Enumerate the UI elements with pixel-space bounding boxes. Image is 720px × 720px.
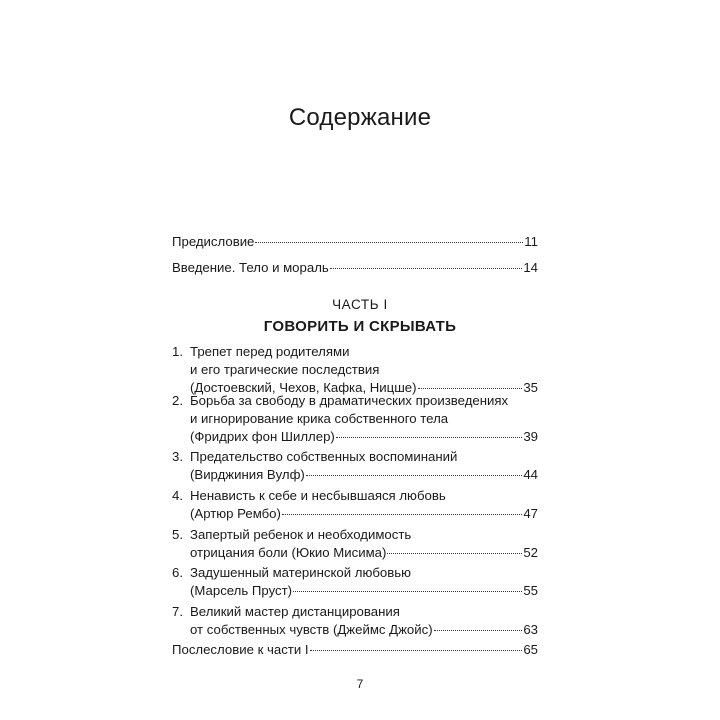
table-of-contents: [172, 0, 538, 720]
toc-entry-chapter-4[interactable]: [172, 487, 538, 523]
toc-entry-page: 55: [523, 583, 538, 598]
chapter-number: 2.: [172, 393, 183, 408]
toc-entry-page: 65: [523, 642, 538, 657]
toc-entry-page: 52: [523, 545, 538, 560]
dot-leader: [310, 638, 523, 651]
toc-entry-chapter-6[interactable]: [172, 564, 538, 600]
chapter-title-line: Трепет перед родителями: [190, 344, 350, 359]
chapter-number: 3.: [172, 449, 183, 464]
toc-entry-introduction[interactable]: [172, 259, 538, 277]
chapter-title-line: (Фридрих фон Шиллер): [190, 429, 335, 444]
chapter-title-line: (Вирджиния Вулф): [190, 467, 305, 482]
dot-leader: [387, 541, 522, 554]
chapter-title-line: Ненависть к себе и несбывшаяся любовь: [190, 488, 446, 503]
toc-entry-title: Предисловие: [172, 234, 255, 249]
dot-leader: [330, 256, 523, 269]
dot-leader: [336, 425, 523, 438]
chapter-title-line: отрицания боли (Юкио Мисима): [190, 545, 387, 560]
dot-leader: [255, 230, 523, 243]
part-label: ЧАСТЬ I: [332, 297, 388, 312]
chapter-title-line: Великий мастер дистанцирования: [190, 604, 400, 619]
dot-leader: [418, 376, 523, 389]
dot-leader: [306, 463, 523, 476]
toc-entry-title: Послесловие к части I: [172, 642, 309, 657]
chapter-title-line: и его трагические последствия: [190, 362, 380, 377]
toc-entry-chapter-2[interactable]: [172, 392, 538, 446]
toc-entry-preface[interactable]: [172, 233, 538, 251]
dot-leader: [282, 502, 522, 515]
dot-leader: [434, 618, 523, 631]
page-number: 7: [356, 677, 364, 691]
chapter-number: 5.: [172, 527, 183, 542]
chapter-title-line: и игнорирование крика собственного тела: [190, 411, 449, 426]
chapter-title-line: Задушенный материнской любовью: [190, 565, 412, 580]
chapter-title-line: Предательство собственных воспоминаний: [190, 449, 458, 464]
page-title: Содержание: [288, 104, 432, 131]
toc-entry-page: 47: [523, 506, 538, 521]
toc-entry-chapter-5[interactable]: [172, 526, 538, 562]
toc-entry-afterword[interactable]: [172, 641, 538, 659]
toc-entry-chapter-1[interactable]: [172, 343, 538, 397]
toc-entry-page: 35: [523, 380, 538, 395]
dot-leader: [293, 579, 522, 592]
chapter-title-line: Запертый ребенок и необходимость: [190, 527, 412, 542]
chapter-title-line: от собственных чувств (Джеймс Джойс): [190, 622, 433, 637]
toc-entry-page: 63: [523, 622, 538, 637]
chapter-title-line: (Артюр Рембо): [190, 506, 281, 521]
toc-entry-chapter-3[interactable]: [172, 448, 538, 484]
toc-entry-page: 14: [523, 260, 538, 275]
chapter-number: 4.: [172, 488, 183, 503]
chapter-number: 7.: [172, 604, 183, 619]
toc-entry-page: 44: [523, 467, 538, 482]
chapter-number: 1.: [172, 344, 183, 359]
part-title: ГОВОРИТЬ И СКРЫВАТЬ: [263, 318, 457, 335]
chapter-number: 6.: [172, 565, 183, 580]
toc-entry-title: Введение. Тело и мораль: [172, 260, 329, 275]
chapter-title-line: (Достоевский, Чехов, Кафка, Ницше): [190, 380, 417, 395]
chapter-title-line: Борьба за свободу в драматических произведениях: [190, 393, 509, 408]
toc-entry-page: 11: [524, 234, 538, 249]
toc-entry-chapter-7[interactable]: [172, 603, 538, 639]
toc-entry-page: 39: [523, 429, 538, 444]
chapter-title-line: (Марсель Пруст): [190, 583, 293, 598]
